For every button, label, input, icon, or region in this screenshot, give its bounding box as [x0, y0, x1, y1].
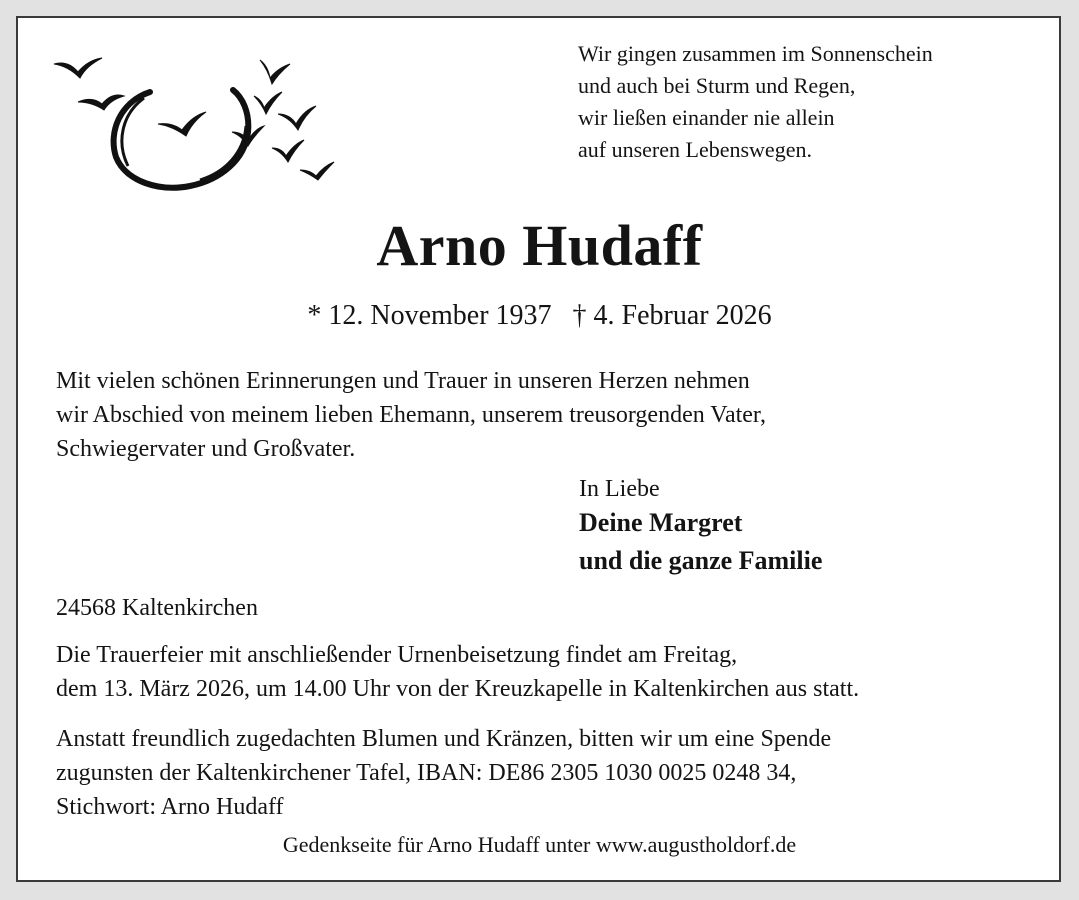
poem-line: wir ließen einander nie allein	[578, 105, 835, 130]
donation-line: zugunsten der Kaltenkirchener Tafel, IBAN: DE86 2305 1030 0025 0248 34,	[56, 760, 797, 786]
intro-line: Mit vielen schönen Erinnerungen und Trauer in unseren Herzen nehmen	[56, 368, 750, 394]
memorial-page-link[interactable]: Gedenkseite für Arno Hudaff unter www.augustholdorf.de	[282, 832, 797, 857]
sun-with-birds-icon	[50, 52, 340, 200]
poem	[578, 38, 933, 166]
signature-family: und die ganze Familie	[579, 546, 823, 575]
donation-line: Anstatt freundlich zugedachten Blumen und Kränzen, bitten wir um eine Spende	[56, 726, 832, 752]
location: 24568 Kaltenkirchen	[56, 595, 258, 621]
death-date: † 4. Februar 2026	[572, 300, 772, 331]
signature-name: Deine Margret	[579, 508, 743, 537]
signature-greeting: In Liebe	[579, 476, 660, 502]
intro-line: wir Abschied von meinem lieben Ehemann, unserem treusorgenden Vater,	[56, 402, 766, 428]
deceased-name: Arno Hudaff	[376, 213, 703, 278]
ceremony-line: Die Trauerfeier mit anschließender Urnenbeisetzung findet am Freitag,	[56, 642, 738, 668]
poem-line: und auch bei Sturm und Regen,	[578, 73, 856, 98]
ceremony-line: dem 13. März 2026, um 14.00 Uhr von der Kreuzkapelle in Kaltenkirchen aus statt.	[56, 676, 860, 702]
life-dates	[0, 296, 1079, 336]
donation-line: Stichwort: Arno Hudaff	[56, 794, 284, 820]
poem-line: Wir gingen zusammen im Sonnenschein	[578, 41, 933, 66]
intro-line: Schwiegervater und Großvater.	[56, 436, 356, 462]
birth-date: * 12. November 1937	[307, 300, 552, 331]
poem-line: auf unseren Lebenswegen.	[578, 137, 812, 162]
